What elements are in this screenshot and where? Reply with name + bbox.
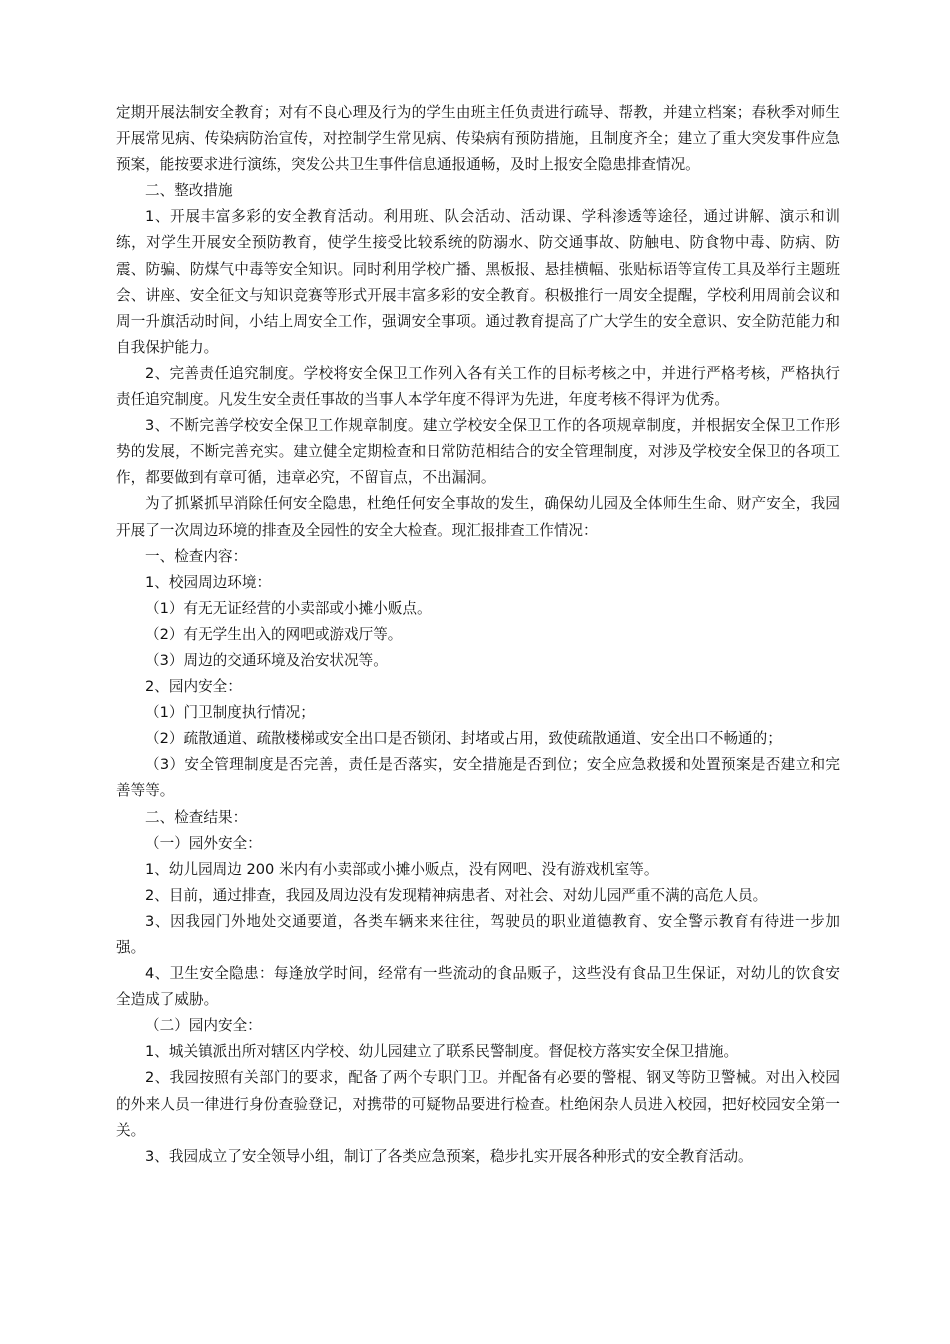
result-outside-1: 1、幼儿园周边 200 米内有小卖部或小摊小贩点，没有网吧、没有游戏机室等。 (145, 860, 659, 878)
document-page (116, 100, 840, 1170)
paragraph-measure-3: 3、不断完善学校安全保卫工作规章制度。建立学校安全保卫工作的各项规章制度，并根据安全保卫工作形势的发展，不断完善充实。建立健全定期检查和日常防范相结合的安全管理制度，对涉及学校安全保卫的各项工作，都要做到有章可循，违章必究，不留盲点，不出漏洞。 (116, 417, 840, 487)
paragraph-intro: 为了抓紧抓早消除任何安全隐患，杜绝任何安全事故的发生，确保幼儿园及全体师生生命、财产安全，我园开展了一次周边环境的排查及全园性的安全大检查。现汇报排查工作情况： (116, 495, 840, 539)
subheading-inside-safety: （二）园内安全： (145, 1017, 262, 1035)
result-outside-3: 3、因我园门外地处交通要道，各类车辆来来往往，驾驶员的职业道德教育、安全警示教育有待进一步加强。 (116, 912, 840, 956)
heading-rectification-measures: 二、整改措施 (145, 182, 233, 200)
paragraph-measure-2: 2、完善责任追究制度。学校将安全保卫工作列入各有关工作的目标考核之中，并进行严格考核，严格执行责任追究制度。凡发生安全责任事故的当事人本学年度不得评为先进，年度考核不得评为优秀。 (116, 364, 840, 409)
item-campus-safety: 2、园内安全： (145, 678, 242, 696)
result-inside-2: 2、我园按照有关部门的要求，配备了两个专职门卫。并配备有必要的警棍、钢叉等防卫警械。对出入校园的外来人员一律进行身份查验登记，对携带的可疑物品要进行检查。杜绝闲杂人员进入校园，把好校园安全第一关。 (116, 1069, 840, 1139)
subheading-outside-safety: （一）园外安全： (145, 834, 262, 852)
subitem-surroundings-3: （3）周边的交通环境及治安状况等。 (145, 651, 388, 669)
heading-inspection-content: 一、检查内容： (145, 547, 248, 565)
subitem-campus-1: （1）门卫制度执行情况； (145, 704, 315, 722)
paragraph-continuation: 定期开展法制安全教育；对有不良心理及行为的学生由班主任负责进行疏导、帮教，并建立档案；春秋季对师生开展常见病、传染病防治宣传，对控制学生常见病、传染病有预防措施，且制度齐全；建立了重大突发事件应急预案，能按要求进行演练，突发公共卫生事件信息通报通畅，及时上报安全隐患排查情况。 (116, 104, 840, 174)
result-inside-3: 3、我园成立了安全领导小组，制订了各类应急预案，稳步扎实开展各种形式的安全教育活动。 (145, 1147, 753, 1165)
result-inside-1: 1、城关镇派出所对辖区内学校、幼儿园建立了联系民警制度。督促校方落实安全保卫措施。 (145, 1043, 739, 1061)
result-outside-2: 2、目前，通过排查，我园及周边没有发现精神病患者、对社会、对幼儿园严重不满的高危人员。 (145, 886, 768, 904)
subitem-surroundings-2: （2）有无学生出入的网吧或游戏厅等。 (145, 625, 403, 643)
paragraph-measure-1: 1、开展丰富多彩的安全教育活动。利用班、队会活动、活动课、学科渗透等途径，通过讲解、演示和训练，对学生开展安全预防教育，使学生接受比较系统的防溺水、防交通事故、防触电、防食物中毒、防病、防震、防骗、防煤气中毒等安全知识。同时利用学校广播、黑板报、悬挂横幅、张贴标语等宣传工具及举行主题班会、讲座、安全征文与知识竞赛等形式开展丰富多彩的安全教育。积极推行一周安全提醒，学校利用周前会议和周一升旗活动时间，小结上周安全工作，强调安全事项。通过教育提高了广大学生的安全意识、安全防范能力和自我保护能力。 (116, 208, 840, 356)
subitem-surroundings-1: （1）有无无证经营的小卖部或小摊小贩点。 (145, 599, 432, 617)
subitem-campus-3: （3）安全管理制度是否完善，责任是否落实，安全措施是否到位；安全应急救援和处置预案是否建立和完善等等。 (116, 756, 840, 800)
subitem-campus-2: （2）疏散通道、疏散楼梯或安全出口是否锁闭、封堵或占用，致使疏散通道、安全出口不畅通的； (145, 730, 782, 748)
heading-inspection-results: 二、检查结果： (145, 808, 248, 826)
result-outside-4: 4、卫生安全隐患：每逢放学时间，经常有一些流动的食品贩子，这些没有食品卫生保证，对幼儿的饮食安全造成了威胁。 (116, 965, 840, 1009)
item-surroundings: 1、校园周边环境： (145, 573, 272, 591)
